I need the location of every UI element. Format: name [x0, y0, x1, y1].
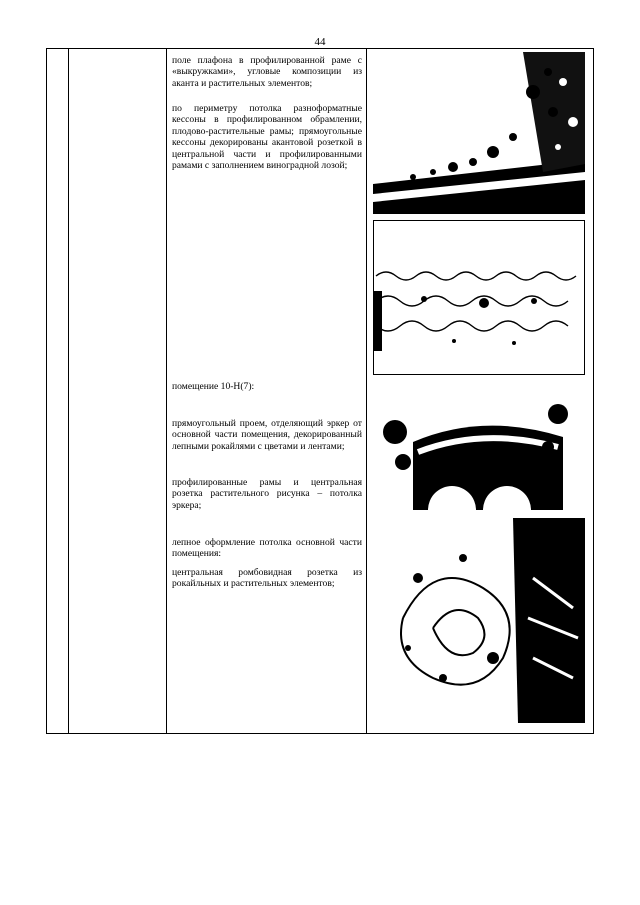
description-ceiling-field: поле плафона в профилированной раме с «выкружками», угловые композиции из аканта и растительных элементов;	[172, 55, 362, 89]
photo-ceiling-rosette	[373, 518, 585, 723]
description-bay-ceiling: профилированные рамы и центральная розетка растительного рисунка – потолка эркера;	[172, 477, 362, 511]
description-rosette: центральная ромбовидная розетка из рокайльных и растительных элементов;	[172, 567, 362, 590]
photo-frieze	[373, 220, 585, 375]
photo-ceiling-corner	[373, 52, 585, 214]
description-coffers: по периметру потолка разноформатные кессоны в профилированном обрамлении, плодово-растительные рамы; прямоугольные кессоны декорированы акантовой розеткой в центральной части и профилированными рамами с заполнением виноградной лозой;	[172, 103, 362, 172]
description-main-ceiling: лепное оформление потолка основной части помещения:	[172, 537, 362, 560]
description-opening: прямоугольный проем, отделяющий эркер от основной части помещения, декорированный лепными рокайлями с цветами и лентами;	[172, 418, 362, 452]
room-heading: помещение 10-Н(7):	[172, 381, 255, 392]
page-number: 44	[314, 36, 326, 48]
photo-arched-opening	[373, 392, 585, 510]
